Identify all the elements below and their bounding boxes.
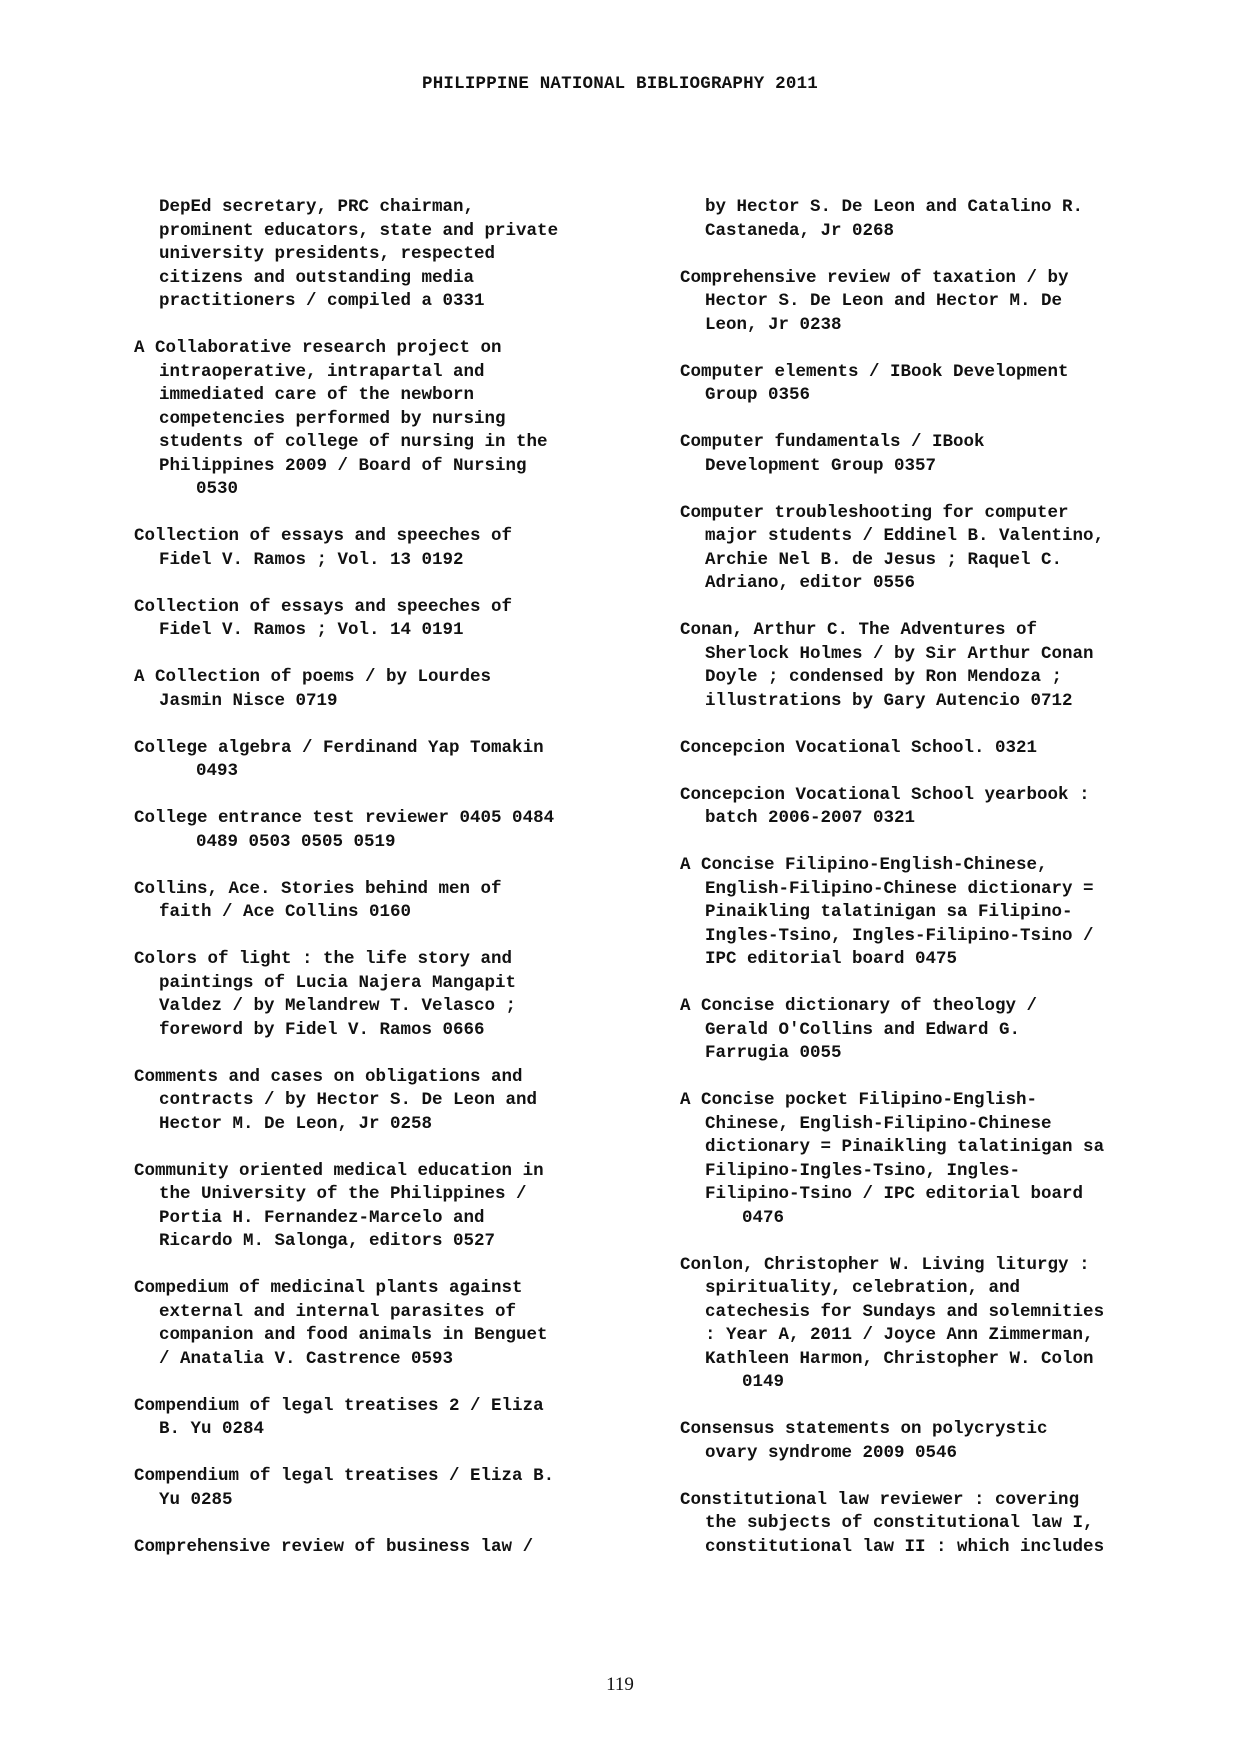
entry-line: Leon, Jr 0238 [705, 314, 842, 335]
entry-line: university presidents, respected [159, 244, 496, 264]
entry-line: contracts / by Hector S. De Leon and [159, 1090, 538, 1110]
entry-line: Jasmin Nisce 0719 [159, 690, 338, 711]
bibliography-entry [680, 1254, 1200, 1395]
bibliography-entry [134, 525, 654, 572]
entry-line: citizens and outstanding media [159, 267, 475, 288]
entry-line: Collins, Ace. Stories behind men of [134, 878, 502, 899]
entry-line: A Concise dictionary of theology / [680, 996, 1038, 1016]
entry-line: foreword by Fidel V. Ramos 0666 [159, 1019, 485, 1040]
entry-line: Gerald O'Collins and Edward G. [705, 1019, 1021, 1040]
entry-line: Hector M. De Leon, Jr 0258 [159, 1113, 433, 1134]
bibliography-entry [134, 1160, 654, 1254]
bibliography-entry [134, 948, 654, 1042]
entry-line: 0493 [196, 761, 239, 781]
bibliography-entry [134, 878, 654, 925]
entry-line: A Collection of poems / by Lourdes [134, 667, 492, 687]
entry-line: companion and food animals in Benguet [159, 1325, 548, 1345]
entry-line: Chinese, English-Filipino-Chinese [705, 1113, 1052, 1134]
bibliography-entry [134, 1465, 654, 1512]
entry-line: Comprehensive review of business law / [134, 1536, 534, 1557]
bibliography-entry [680, 502, 1200, 596]
entry-line: Filipino-Ingles-Tsino, Ingles- [705, 1160, 1021, 1181]
bibliography-entry [680, 619, 1200, 713]
entry-line: Farrugia 0055 [705, 1043, 842, 1063]
entry-line: Community oriented medical education in [134, 1160, 544, 1181]
entry-line: B. Yu 0284 [159, 1419, 265, 1439]
entry-line: Computer fundamentals / IBook [680, 432, 985, 452]
bibliography-entry [680, 361, 1200, 408]
right-column [680, 196, 1200, 1583]
entry-line: Portia H. Fernandez-Marcelo and [159, 1207, 485, 1228]
entry-line: practitioners / compiled a 0331 [159, 291, 485, 311]
entry-line: Yu 0285 [159, 1489, 233, 1510]
entry-line: : Year A, 2011 / Joyce Ann Zimmerman, [705, 1325, 1094, 1345]
entry-line: the subjects of constitutional law I, [705, 1513, 1094, 1533]
entry-line: Colors of light : the life story and [134, 949, 513, 969]
entry-line: Compedium of medicinal plants against [134, 1278, 523, 1298]
entry-line: College algebra / Ferdinand Yap Tomakin [134, 737, 544, 758]
bibliography-entry [134, 1066, 654, 1137]
bibliography-entry [134, 1536, 654, 1560]
bibliography-entry [134, 596, 654, 643]
bibliography-entry [680, 1418, 1200, 1465]
entry-line: 0149 [742, 1372, 785, 1392]
bibliography-entry [680, 196, 1200, 243]
entry-line: Collection of essays and speeches of [134, 526, 513, 546]
entry-line: prominent educators, state and private [159, 220, 559, 241]
entry-line: batch 2006-2007 0321 [705, 808, 916, 828]
entry-line: Hector S. De Leon and Hector M. De [705, 291, 1063, 311]
entry-line: dictionary = Pinaikling talatinigan sa [705, 1137, 1105, 1157]
entry-line: Compendium of legal treatises / Eliza B. [134, 1466, 555, 1486]
entry-line: DepEd secretary, PRC chairman, [159, 197, 475, 217]
entry-line: Conlon, Christopher W. Living liturgy : [680, 1254, 1090, 1275]
entry-line: Doyle ; condensed by Ron Mendoza ; [705, 667, 1063, 687]
entry-line: English-Filipino-Chinese dictionary = [705, 878, 1094, 899]
bibliography-entry [134, 737, 654, 784]
entry-line: IPC editorial board 0475 [705, 949, 958, 969]
bibliography-entry [134, 1277, 654, 1371]
page-number: 119 [606, 1674, 634, 1695]
entry-line: Concepcion Vocational School. 0321 [680, 737, 1038, 758]
entry-line: Computer troubleshooting for computer [680, 502, 1069, 523]
entry-line: catechesis for Sundays and solemnities [705, 1301, 1105, 1322]
entry-line: Pinaikling talatinigan sa Filipino- [705, 902, 1073, 922]
entry-line: Sherlock Holmes / by Sir Arthur Conan [705, 643, 1094, 664]
entry-line: Castaneda, Jr 0268 [705, 220, 895, 241]
bibliography-entry [134, 337, 654, 502]
bibliography-entry [680, 737, 1200, 761]
entry-line: illustrations by Gary Autencio 0712 [705, 690, 1073, 711]
entry-line: constitutional law II : which includes [705, 1536, 1105, 1557]
entry-line: Compendium of legal treatises 2 / Eliza [134, 1395, 544, 1416]
entry-line: Conan, Arthur C. The Adventures of [680, 620, 1038, 640]
entry-line: faith / Ace Collins 0160 [159, 902, 412, 922]
entry-line: 0489 0503 0505 0519 [196, 831, 396, 852]
entry-line: major students / Eddinel B. Valentino, [705, 526, 1105, 546]
entry-line: Consensus statements on polycrystic [680, 1419, 1048, 1439]
entry-line: intraoperative, intrapartal and [159, 361, 485, 382]
bibliography-entry [134, 666, 654, 713]
entry-line: Kathleen Harmon, Christopher W. Colon [705, 1348, 1094, 1369]
page-header: PHILIPPINE NATIONAL BIBLIOGRAPHY 2011 [422, 74, 818, 94]
entry-line: competencies performed by nursing [159, 408, 506, 429]
entry-line: Constitutional law reviewer : covering [680, 1489, 1080, 1510]
entry-line: Collection of essays and speeches of [134, 596, 513, 617]
bibliography-entry [680, 1489, 1200, 1560]
entry-line: Adriano, editor 0556 [705, 573, 916, 593]
entry-line: Valdez / by Melandrew T. Velasco ; [159, 996, 517, 1016]
entry-line: external and internal parasites of [159, 1301, 517, 1322]
left-column [134, 196, 654, 1583]
entry-line: by Hector S. De Leon and Catalino R. [705, 197, 1084, 217]
entry-line: Concepcion Vocational School yearbook : [680, 784, 1090, 805]
entry-line: Comments and cases on obligations and [134, 1066, 523, 1087]
entry-line: Development Group 0357 [705, 455, 937, 476]
entry-line: students of college of nursing in the [159, 432, 548, 452]
entry-line: 0530 [196, 479, 239, 499]
bibliography-entry [680, 995, 1200, 1066]
bibliography-entry [680, 267, 1200, 338]
entry-line: Philippines 2009 / Board of Nursing [159, 455, 527, 476]
entry-line: spirituality, celebration, and [705, 1278, 1021, 1298]
entry-line: Filipino-Tsino / IPC editorial board [705, 1184, 1084, 1204]
entry-line: College entrance test reviewer 0405 0484 [134, 808, 555, 828]
entry-line: ovary syndrome 2009 0546 [705, 1442, 958, 1463]
bibliography-entry [680, 1089, 1200, 1230]
entry-line: Comprehensive review of taxation / by [680, 267, 1069, 288]
entry-line: Fidel V. Ramos ; Vol. 14 0191 [159, 620, 464, 640]
entry-line: 0476 [742, 1207, 785, 1228]
entry-line: Fidel V. Ramos ; Vol. 13 0192 [159, 549, 464, 570]
entry-line: A Collaborative research project on [134, 338, 502, 358]
entry-line: A Concise pocket Filipino-English- [680, 1090, 1038, 1110]
bibliography-entry [680, 854, 1200, 972]
entry-line: the University of the Philippines / [159, 1184, 527, 1204]
entry-line: immediated care of the newborn [159, 385, 475, 405]
entry-line: Group 0356 [705, 385, 811, 405]
entry-line: paintings of Lucia Najera Mangapit [159, 972, 517, 993]
entry-line: Ingles-Tsino, Ingles-Filipino-Tsino / [705, 925, 1094, 946]
entry-line: Ricardo M. Salonga, editors 0527 [159, 1231, 496, 1251]
bibliography-entry [134, 1395, 654, 1442]
entry-line: / Anatalia V. Castrence 0593 [159, 1348, 454, 1369]
bibliography-entry [134, 196, 654, 314]
bibliography-entry [680, 784, 1200, 831]
bibliography-entry [680, 431, 1200, 478]
entry-line: Archie Nel B. de Jesus ; Raquel C. [705, 549, 1063, 570]
entry-line: A Concise Filipino-English-Chinese, [680, 855, 1048, 875]
bibliography-entry [134, 807, 654, 854]
entry-line: Computer elements / IBook Development [680, 361, 1069, 382]
